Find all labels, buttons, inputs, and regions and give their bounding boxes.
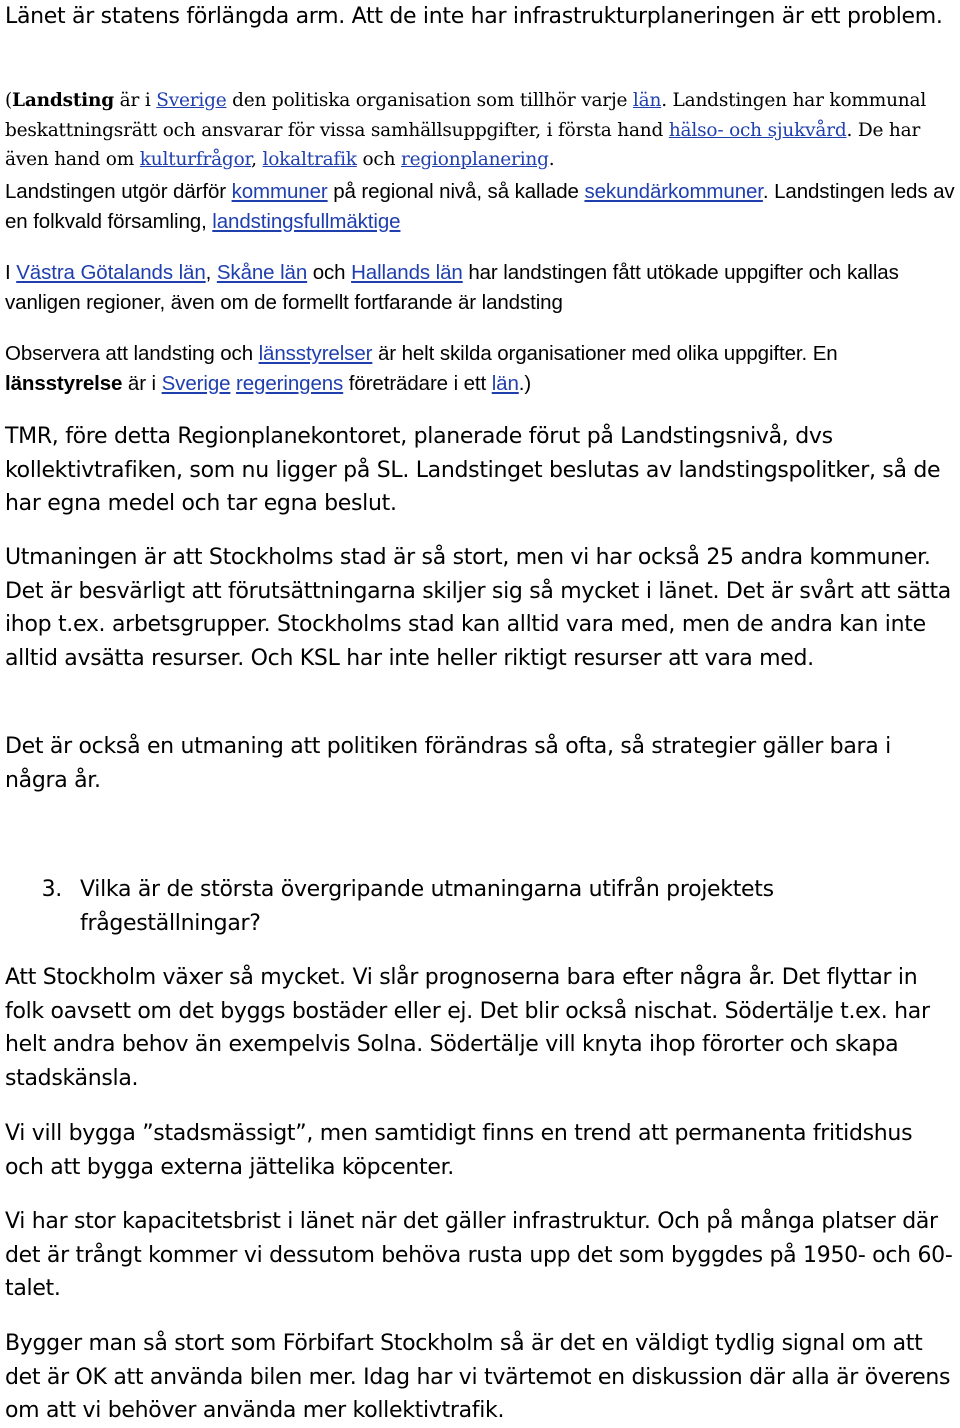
text: och — [356, 149, 401, 170]
link-skane-lan[interactable]: Skåne län — [216, 261, 308, 284]
text: , — [251, 149, 263, 170]
text: Landstingen utgör därför — [5, 180, 232, 203]
paragraph-tmr: TMR, före detta Regionplanekontoret, planerade förut på Landstingsnivå, dvs kollektivtrafiken, som nu ligger på SL. Landstinget beslutas av landstingspolitker, så de har egna medel och tar egna beslut. — [5, 424, 941, 516]
text: I — [5, 261, 17, 284]
link-sverige[interactable]: Sverige — [156, 90, 227, 111]
paragraph-regioner — [5, 258, 960, 317]
paragraph-sekundarkommuner — [5, 177, 955, 236]
link-sekundarkommuner[interactable]: sekundärkommuner — [584, 180, 763, 203]
link-lansstyrelser[interactable]: länsstyrelser — [258, 342, 373, 365]
text: Observera att landsting och — [5, 342, 259, 365]
paragraph-stockholm-vaxer: Att Stockholm växer så mycket. Vi slår prognoserna bara efter några år. Det flyttar in folk oavsett om det byggs bostäder eller ej. Det blir också nischat. Södertälje t.ex. har helt andra behov än exempelvis Solna. Södertälje vill knyta ihop förorter och skapa stadskänsla. — [5, 965, 930, 1091]
link-landstingsfullmaktige[interactable]: landstingsfullmäktige — [212, 209, 401, 233]
paragraph-kapacitetsbrist: Vi har stor kapacitetsbrist i länet när det gäller infrastruktur. Och på många platser där det är trångt kommer vi dessutom behöva rusta upp det som byggdes på 1950- och 60-talet. — [5, 1209, 953, 1301]
paragraph-lanet: Länet är statens förlängda arm. Att de inte har infrastrukturplaneringen är ett problem. — [5, 4, 943, 29]
link-hallands-lan[interactable]: Hallands län — [351, 261, 463, 284]
text: . De har även hand om — [5, 119, 921, 170]
link-lokaltrafik[interactable]: lokaltrafik — [262, 149, 357, 170]
text: är helt skilda organisationer med olika uppgifter. En — [372, 342, 838, 365]
text: företrädare i ett — [343, 371, 492, 395]
paragraph-landsting-definition — [5, 86, 955, 175]
link-lan[interactable]: län — [632, 90, 662, 111]
text: har landstingen fått utökade uppgifter och kallas vanligen regioner, även om de formellt fortfarande är landsting — [5, 261, 899, 314]
link-lan-2[interactable]: län — [491, 371, 519, 395]
link-regeringens[interactable]: regeringens — [236, 371, 344, 395]
link-sverige-2[interactable]: Sverige — [161, 371, 231, 395]
question-text: Vilka är de största övergripande utmaningarna utifrån projektets frågeställningar? — [80, 877, 774, 936]
text: och — [307, 261, 352, 284]
text: . Landstingen har kommunal beskattningsrätt och ansvarar för vissa samhällsuppgifter, i första hand — [5, 90, 927, 141]
text: . Landstingen leds av en folkvald församling, — [5, 180, 955, 233]
bold-lansstyrelse: länsstyrelse — [5, 371, 123, 395]
link-kulturfragor[interactable]: kulturfrågor — [139, 149, 252, 170]
paragraph-lansstyrelser — [5, 339, 955, 398]
paragraph-stadsmassigt: Vi vill bygga ”stadsmässigt”, men samtidigt finns en trend att permanenta fritidshus och att bygga externa jättelika köpcenter. — [5, 1121, 913, 1180]
bold-landsting: Landsting — [12, 90, 114, 111]
text: . — [548, 149, 555, 170]
paragraph-politiken: Det är också en utmaning att politiken förändras så ofta, så strategier gäller bara i några år. — [5, 734, 891, 793]
paragraph-forbifart: Bygger man så stort som Förbifart Stockholm så är det en väldigt tydlig signal om att det är OK att använda bilen mer. Idag har vi tvärtemot en diskussion där alla är överens om att vi behöver använda mer kollektivtrafik. — [5, 1331, 951, 1423]
link-regionplanering[interactable]: regionplanering — [401, 149, 549, 170]
paragraph-utmaningen: Utmaningen är att Stockholms stad är så stort, men vi har också 25 andra kommuner. Det är besvärligt att förutsättningarna skiljer sig så mycket i länet. Det är svårt att sätta ihop t.ex. arbetsgrupper. Stockholms stad kan alltid vara med, men de andra kan inte alltid avsätta resurser. Och KSL har inte heller riktigt resurser att vara med. — [5, 545, 951, 671]
text: den politiska organisation som tillhör varje — [226, 90, 633, 111]
question-number: 3. — [41, 877, 62, 902]
text: på regional nivå, så kallade — [327, 180, 585, 203]
text: är i — [122, 371, 162, 395]
text: är i — [114, 90, 157, 111]
link-halso-och-sjukvard[interactable]: hälso- och sjukvård — [668, 119, 847, 141]
text: .) — [518, 371, 532, 395]
numbered-question-3 — [5, 873, 955, 940]
link-kommuner[interactable]: kommuner — [231, 180, 328, 203]
link-vastra-gotalands-lan[interactable]: Västra Götalands län — [16, 261, 206, 284]
open-paren: ( — [5, 90, 13, 111]
text: , — [205, 261, 217, 284]
